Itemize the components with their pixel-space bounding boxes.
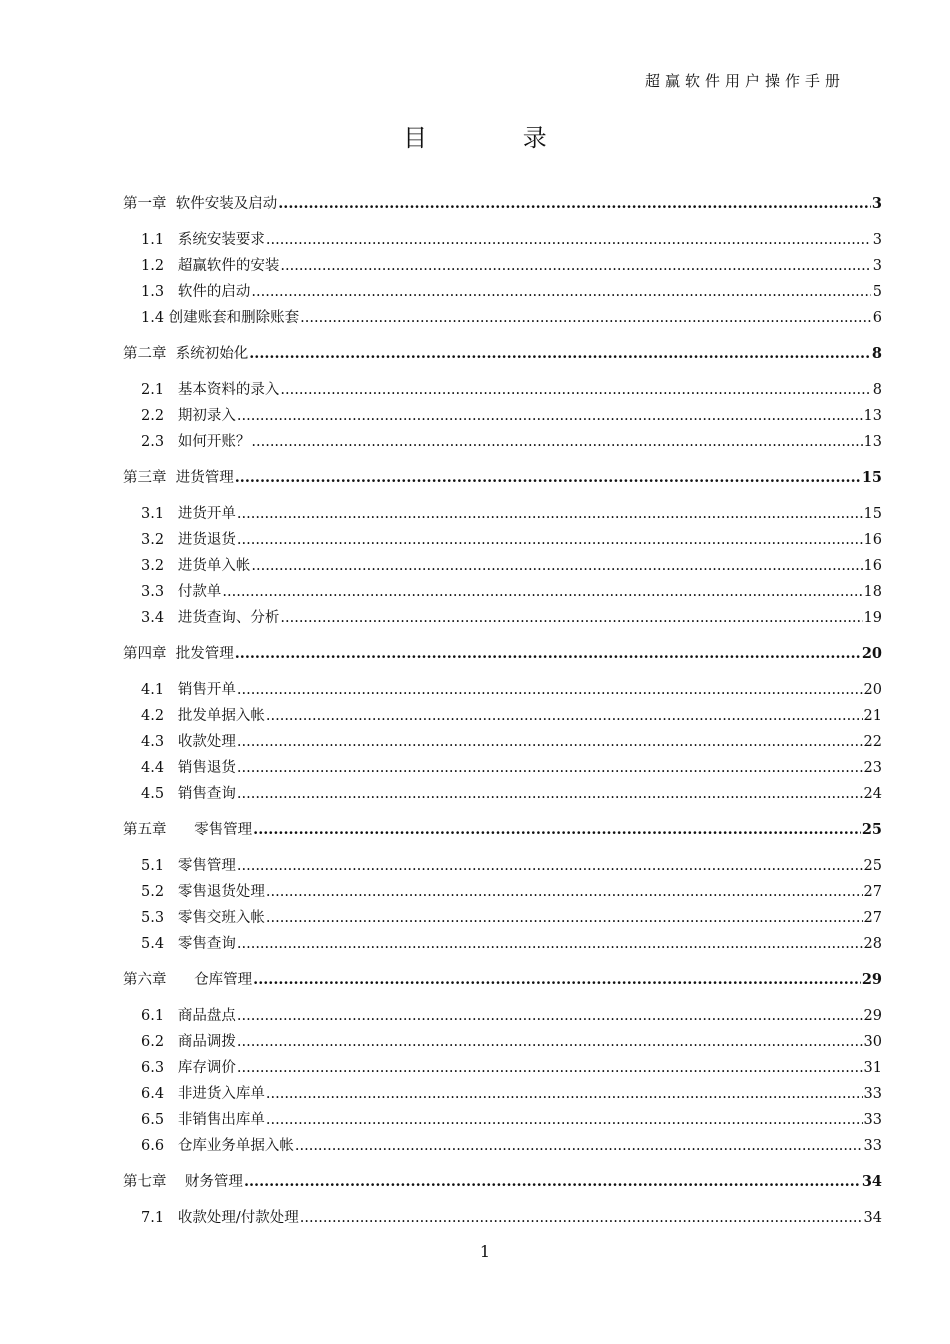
toc-dot-leader [237, 532, 863, 548]
toc-section-entry[interactable] [123, 906, 882, 932]
toc-chapter-entry[interactable] [123, 818, 882, 844]
toc-entry-page: 29 [861, 971, 882, 988]
toc-entry-page: 15 [861, 469, 882, 486]
toc-entry-label: 4.3 收款处理 [141, 734, 236, 750]
toc-entry-page: 5 [872, 284, 882, 300]
toc-section-entry[interactable] [123, 528, 882, 554]
toc-section-entry[interactable] [123, 1082, 882, 1108]
toc-dot-leader [222, 584, 862, 600]
page-number: 1 [479, 1242, 491, 1261]
toc-section-entry[interactable] [123, 306, 882, 332]
toc-entry-page: 3 [872, 258, 882, 274]
toc-dot-leader [300, 310, 871, 326]
toc-dot-leader [237, 734, 863, 750]
toc-entry-page: 22 [863, 734, 882, 750]
toc-section-entry[interactable] [123, 430, 882, 456]
toc-entry-label: 1.2 超赢软件的安装 [141, 258, 280, 274]
toc-entry-page: 16 [863, 532, 882, 548]
toc-section-entry[interactable] [123, 254, 882, 280]
toc-entry-label: 6.2 商品调拨 [141, 1034, 236, 1050]
toc-entry-page: 27 [863, 910, 882, 926]
table-of-contents [123, 192, 882, 1232]
toc-entry-page: 20 [863, 682, 882, 698]
toc-dot-leader [237, 1008, 863, 1024]
toc-entry-page: 13 [863, 434, 882, 450]
toc-chapter-entry[interactable] [123, 968, 882, 994]
toc-entry-label: 4.1 销售开单 [141, 682, 236, 698]
toc-entry-page: 8 [872, 382, 882, 398]
toc-entry-label: 1.3 软件的启动 [141, 284, 251, 300]
toc-dot-leader [237, 408, 863, 424]
toc-section-entry[interactable] [123, 554, 882, 580]
toc-chapter-entry[interactable] [123, 1170, 882, 1196]
toc-entry-label: 4.2 批发单据入帐 [141, 708, 265, 724]
toc-section-entry[interactable] [123, 932, 882, 958]
toc-entry-page: 15 [863, 506, 882, 522]
toc-entry-page: 3 [872, 232, 882, 248]
toc-entry-label: 6.5 非销售出库单 [141, 1112, 265, 1128]
toc-entry-label: 2.3 如何开账？ [141, 434, 251, 450]
toc-entry-page: 16 [863, 558, 882, 574]
toc-entry-label: 3.4 进货查询、分析 [141, 610, 280, 626]
toc-dot-leader [280, 258, 871, 274]
toc-dot-leader [266, 1112, 863, 1128]
toc-entry-label: 4.4 销售退货 [141, 760, 236, 776]
toc-dot-leader [251, 558, 862, 574]
toc-dot-leader [237, 1060, 863, 1076]
toc-chapter-entry[interactable] [123, 342, 882, 368]
toc-chapter-entry[interactable] [123, 466, 882, 492]
toc-dot-leader [249, 345, 871, 362]
toc-dot-leader [235, 645, 861, 662]
toc-dot-leader [237, 506, 863, 522]
toc-entry-page: 34 [863, 1210, 882, 1226]
toc-entry-label: 6.3 库存调价 [141, 1060, 236, 1076]
toc-section-entry[interactable] [123, 756, 882, 782]
toc-chapter-entry[interactable] [123, 642, 882, 668]
toc-entry-label: 5.3 零售交班入帐 [141, 910, 265, 926]
toc-entry-page: 6 [872, 310, 882, 326]
toc-entry-label: 1.4 创建账套和删除账套 [141, 310, 300, 326]
toc-entry-page: 28 [863, 936, 882, 952]
toc-entry-label: 第七章 财务管理 [123, 1174, 243, 1190]
toc-dot-leader [237, 760, 863, 776]
toc-entry-label: 第一章 软件安装及启动 [123, 196, 278, 212]
toc-dot-leader [235, 469, 861, 486]
toc-entry-label: 5.1 零售管理 [141, 858, 236, 874]
toc-entry-page: 3 [871, 195, 882, 212]
toc-dot-leader [253, 971, 861, 988]
toc-section-entry[interactable] [123, 606, 882, 632]
toc-entry-label: 3.2 进货单入帐 [141, 558, 251, 574]
toc-entry-label: 第三章 进货管理 [123, 470, 234, 486]
toc-section-entry[interactable] [123, 1004, 882, 1030]
toc-entry-label: 3.2 进货退货 [141, 532, 236, 548]
toc-entry-page: 29 [863, 1008, 882, 1024]
toc-dot-leader [253, 821, 861, 838]
toc-section-entry[interactable] [123, 1108, 882, 1134]
toc-entry-label: 5.2 零售退货处理 [141, 884, 265, 900]
toc-entry-page: 30 [863, 1034, 882, 1050]
toc-entry-label: 6.6 仓库业务单据入帐 [141, 1138, 294, 1154]
toc-entry-label: 2.1 基本资料的录入 [141, 382, 280, 398]
toc-entry-label: 3.3 付款单 [141, 584, 222, 600]
toc-entry-page: 20 [861, 645, 882, 662]
toc-entry-page: 8 [871, 345, 882, 362]
toc-entry-page: 18 [863, 584, 882, 600]
toc-dot-leader [280, 382, 871, 398]
toc-entry-page: 33 [863, 1086, 882, 1102]
toc-entry-page: 33 [863, 1138, 882, 1154]
toc-entry-label: 第二章 系统初始化 [123, 346, 249, 362]
toc-dot-leader [280, 610, 862, 626]
toc-section-entry[interactable] [123, 1030, 882, 1056]
toc-entry-page: 13 [863, 408, 882, 424]
toc-entry-label: 第五章 零售管理 [123, 822, 253, 838]
toc-section-entry[interactable] [123, 704, 882, 730]
toc-entry-label: 6.1 商品盘点 [141, 1008, 236, 1024]
toc-dot-leader [251, 284, 871, 300]
toc-dot-leader [266, 1086, 863, 1102]
toc-entry-page: 21 [863, 708, 882, 724]
toc-section-entry[interactable] [123, 1056, 882, 1082]
toc-dot-leader [244, 1173, 861, 1190]
toc-entry-label: 1.1 系统安装要求 [141, 232, 265, 248]
toc-section-entry[interactable] [123, 378, 882, 404]
toc-entry-page: 24 [863, 786, 882, 802]
toc-entry-label: 3.1 进货开单 [141, 506, 236, 522]
toc-dot-leader [295, 1138, 863, 1154]
toc-entry-page: 31 [863, 1060, 882, 1076]
toc-entry-page: 33 [863, 1112, 882, 1128]
toc-entry-label: 7.1 收款处理/付款处理 [141, 1210, 299, 1226]
toc-dot-leader [300, 1210, 863, 1226]
toc-section-entry[interactable] [123, 280, 882, 306]
toc-dot-leader [266, 910, 863, 926]
toc-entry-page: 27 [863, 884, 882, 900]
toc-entry-label: 6.4 非进货入库单 [141, 1086, 265, 1102]
toc-entry-label: 5.4 零售查询 [141, 936, 236, 952]
toc-dot-leader [266, 232, 871, 248]
toc-dot-leader [278, 195, 871, 212]
toc-chapter-entry[interactable] [123, 192, 882, 218]
toc-entry-label: 2.2 期初录入 [141, 408, 236, 424]
toc-section-entry[interactable] [123, 1134, 882, 1160]
toc-dot-leader [237, 858, 863, 874]
toc-section-entry[interactable] [123, 1206, 882, 1232]
toc-dot-leader [237, 786, 863, 802]
toc-section-entry[interactable] [123, 782, 882, 808]
toc-dot-leader [237, 936, 863, 952]
toc-entry-page: 25 [861, 821, 882, 838]
page-title: 目 录 [403, 124, 591, 152]
toc-entry-page: 34 [861, 1173, 882, 1190]
toc-dot-leader [237, 1034, 863, 1050]
toc-dot-leader [237, 682, 863, 698]
toc-dot-leader [251, 434, 862, 450]
toc-section-entry[interactable] [123, 502, 882, 528]
toc-dot-leader [266, 708, 863, 724]
toc-section-entry[interactable] [123, 580, 882, 606]
toc-section-entry[interactable] [123, 678, 882, 704]
toc-section-entry[interactable] [123, 880, 882, 906]
toc-entry-page: 23 [863, 760, 882, 776]
toc-entry-label: 第六章 仓库管理 [123, 972, 253, 988]
toc-entry-label: 4.5 销售查询 [141, 786, 236, 802]
toc-entry-page: 19 [863, 610, 882, 626]
running-header: 超赢软件用户操作手册 [644, 72, 845, 90]
toc-section-entry[interactable] [123, 854, 882, 880]
toc-section-entry[interactable] [123, 228, 882, 254]
toc-section-entry[interactable] [123, 730, 882, 756]
toc-entry-page: 25 [863, 858, 882, 874]
toc-entry-label: 第四章 批发管理 [123, 646, 234, 662]
toc-section-entry[interactable] [123, 404, 882, 430]
toc-dot-leader [266, 884, 863, 900]
